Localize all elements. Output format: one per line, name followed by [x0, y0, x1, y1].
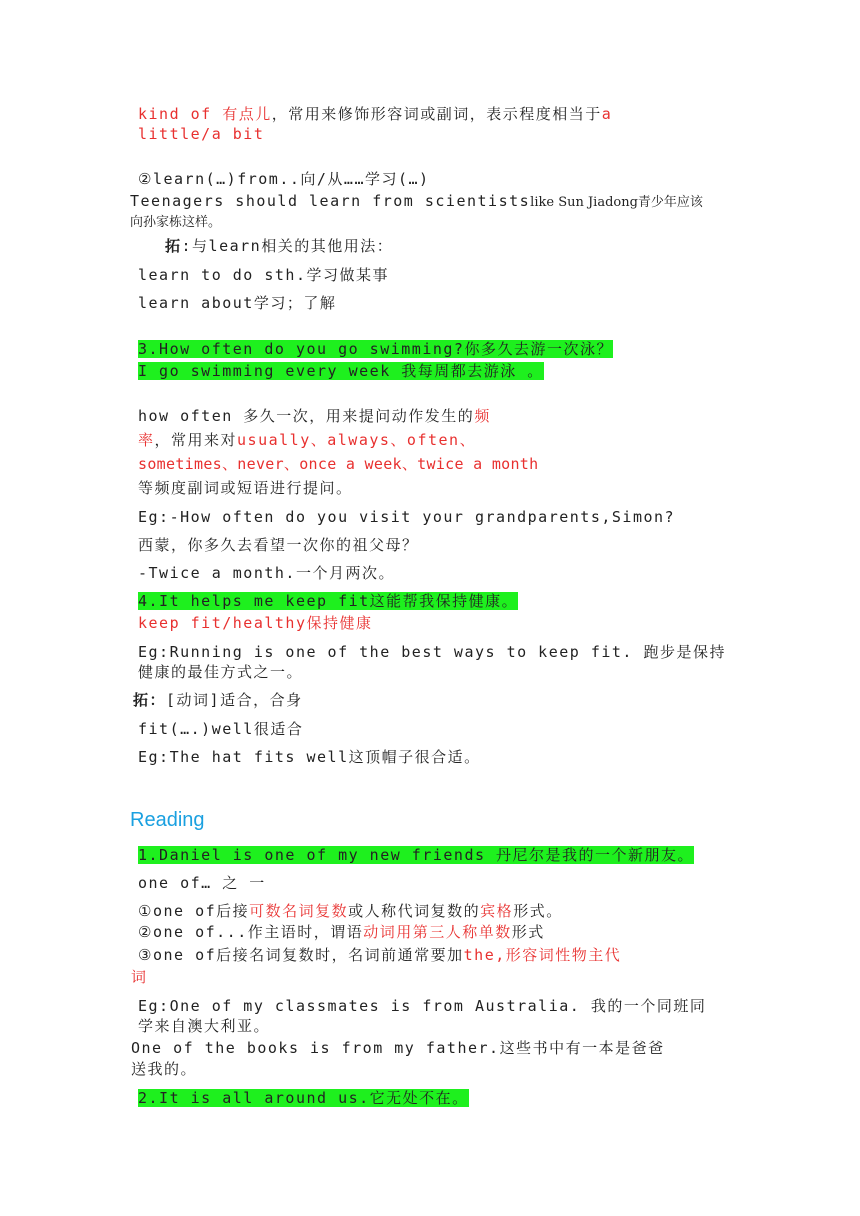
text-line [138, 104, 612, 124]
text-line: -Twice a month.一个月两次。 [138, 564, 395, 582]
text-line: 西蒙，你多久去看望一次你的祖父母？ [138, 536, 419, 554]
text-span: ，常用来修饰形容词或副词，表示程度相当于 [271, 105, 602, 123]
text-span: Teenagers should learn from scientists [130, 192, 531, 210]
highlight-term: kind of 有点儿 [138, 105, 272, 123]
highlighted-sentence: 3.How often do you go swimming?你多久去游一次泳？ [138, 340, 613, 358]
text-line [138, 430, 476, 450]
text-line: little/a bit [138, 125, 265, 143]
text-line: 等频度副词或短语进行提问。 [138, 479, 353, 497]
text-line: 健康的最佳方式之一。 [138, 663, 304, 681]
highlighted-sentence: 4.It helps me keep fit这能帮我保持健康。 [138, 592, 519, 610]
section-heading: Reading [130, 809, 205, 831]
text-span: 拓 [165, 237, 182, 255]
text-line: Eg:-How often do you visit your grandparents,Simon? [138, 508, 676, 526]
text-span: how often 多久一次，用来提问动作发生的 [138, 407, 475, 425]
text-span: ①one of后接 [138, 902, 250, 920]
text-span: 形式。 [513, 902, 563, 920]
text-line: learn about学习；了解 [138, 294, 337, 312]
text-span: ，常用来对 [154, 431, 238, 449]
text-line: Eg:One of my classmates is from Australia. 我的一个同班同 [138, 997, 707, 1015]
highlight-term: 可数名词复数 [249, 902, 349, 920]
text-line: fit(….)well很适合 [138, 720, 304, 738]
highlighted-sentence: I go swimming every week 我每周都去游泳 。 [138, 362, 544, 380]
highlight-term: 率 [138, 431, 155, 449]
text-line [138, 591, 518, 611]
text-line [133, 690, 303, 710]
highlight-term: 频 [474, 407, 491, 425]
text-line [138, 845, 694, 865]
text-line: one of… 之 一 [138, 874, 266, 892]
text-span: like Sun Jiadong青少年应该 [530, 195, 703, 210]
text-line [138, 361, 544, 381]
text-line [138, 339, 613, 359]
text-line: One of the books is from my father.这些书中有一本是爸爸 [131, 1039, 665, 1057]
highlight-term: a [601, 105, 613, 123]
text-span: 拓： [133, 691, 167, 709]
text-line: ②learn(…)from..向/从……学习(…) [138, 170, 430, 188]
text-line [138, 922, 545, 942]
text-span: 形式 [511, 923, 545, 941]
highlight-term: 宾格 [480, 902, 514, 920]
text-line [138, 406, 491, 426]
highlight-term: the,形容词性物主代 [463, 946, 622, 964]
highlight-term: usually、always、often、 [237, 431, 477, 449]
text-line [130, 191, 703, 213]
text-span: ③one of后接名词复数时，名词前通常要加 [138, 946, 464, 964]
text-span: ②one of...作主语时，谓语 [138, 923, 364, 941]
text-line: 学来自澳大利亚。 [138, 1017, 271, 1035]
text-span: [动词]适合，合身 [166, 691, 303, 709]
text-line: keep fit/healthy保持健康 [138, 614, 373, 632]
highlighted-sentence: 1.Daniel is one of my new friends 丹尼尔是我的一个新朋友。 [138, 846, 695, 864]
text-line: 向孙家栋这样。 [130, 215, 222, 230]
text-span: :与learn相关的其他用法： [181, 237, 394, 255]
highlighted-sentence: 2.It is all around us.它无处不在。 [138, 1089, 469, 1107]
text-line: Eg:The hat fits well这顶帽子很合适。 [138, 748, 481, 766]
text-line [138, 945, 621, 965]
text-line [138, 1088, 469, 1108]
text-line: 词 [131, 968, 148, 986]
text-line: learn to do sth.学习做某事 [138, 266, 389, 284]
text-line: Eg:Running is one of the best ways to keep fit. 跑步是保持 [138, 643, 726, 661]
text-line: 送我的。 [131, 1060, 198, 1078]
highlight-term: 动词用第三人称单数 [363, 923, 512, 941]
text-line [165, 236, 393, 256]
text-line [138, 901, 563, 921]
text-line: sometimes、never、once a week、twice a month [138, 455, 539, 473]
text-span: 或人称代词复数的 [348, 902, 481, 920]
